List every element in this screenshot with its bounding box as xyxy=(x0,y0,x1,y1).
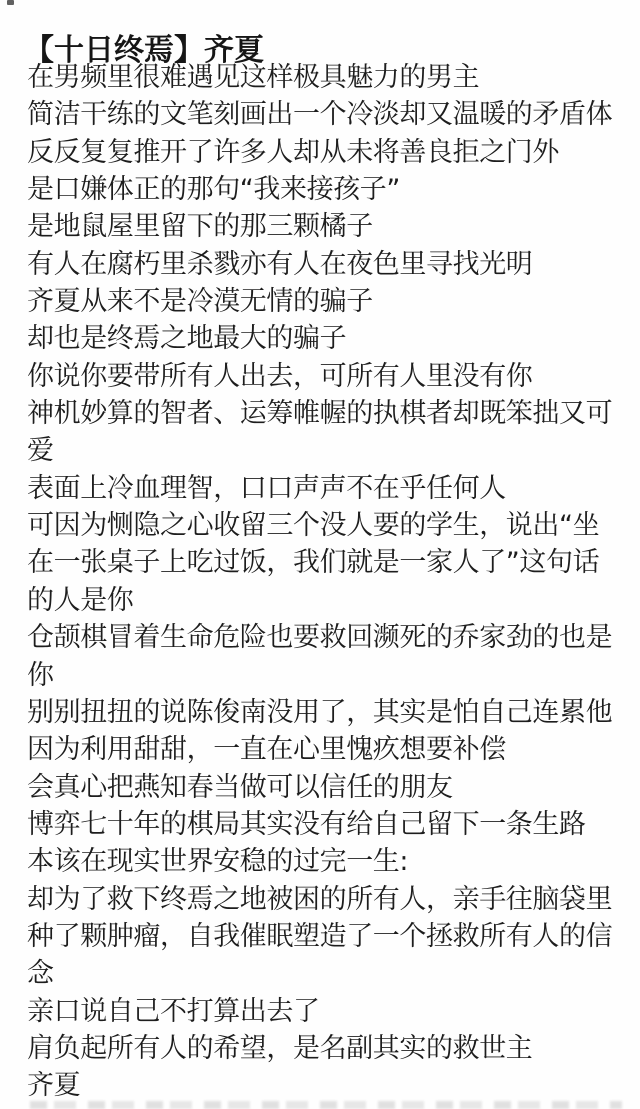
text-line: 你 xyxy=(27,659,54,691)
post-title: 【十日终焉】齐夏 xyxy=(24,33,264,69)
text-line: 你说你要带所有人出去，可所有人里没有你 xyxy=(27,360,533,392)
text-line: 表面上冷血理智，口口声声不在乎任何人 xyxy=(27,472,506,504)
text-line: 亲口说自己不打算出去了 xyxy=(27,995,320,1027)
text-line: 齐夏 xyxy=(27,1070,81,1102)
text-line: 简洁干练的文笔刻画出一个冷淡却又温暖的矛盾体 xyxy=(27,99,613,131)
text-line: 却也是终焉之地最大的骗子 xyxy=(27,323,347,355)
post-text-body xyxy=(27,59,627,1105)
text-line: 齐夏从来不是冷漠无情的骗子 xyxy=(27,286,373,318)
text-line: 有人在腐朽里杀戮亦有人在夜色里寻找光明 xyxy=(27,248,533,280)
text-line: 念 xyxy=(27,958,54,990)
text-line: 会真心把燕知春当做可以信任的朋友 xyxy=(27,771,453,803)
text-line: 本该在现实世界安稳的过完一生: xyxy=(27,846,409,878)
text-line: 反反复复推开了许多人却从未将善良拒之门外 xyxy=(27,136,559,168)
text-line: 的人是你 xyxy=(27,584,134,616)
text-line: 是口嫌体正的那句“我来接孩子” xyxy=(27,174,400,206)
text-line: 肩负起所有人的希望，是名副其实的救世主 xyxy=(27,1032,533,1064)
text-line: 博弈七十年的棋局其实没有给自己留下一条生路 xyxy=(27,808,586,840)
text-line: 是地鼠屋里留下的那三颗橘子 xyxy=(27,211,373,243)
text-line: 在男频里很难遇见这样极具魅力的男主 xyxy=(27,62,480,93)
text-line: 却为了救下终焉之地被困的所有人，亲手往脑袋里 xyxy=(27,883,613,915)
text-line: 仓颉棋冒着生命危险也要救回濒死的乔家劲的也是 xyxy=(27,622,613,654)
text-line: 神机妙算的智者、运筹帷幄的执棋者却既笨拙又可 xyxy=(27,398,613,430)
text-line: 爱 xyxy=(27,435,54,467)
text-line: 在一张桌子上吃过饭，我们就是一家人了”这句话 xyxy=(27,547,600,579)
text-line: 因为利用甜甜，一直在心里愧疚想要补偿 xyxy=(27,734,506,766)
cropped-next-line xyxy=(30,1101,622,1109)
text-line: 可因为恻隐之心收留三个没人要的学生，说出“坐 xyxy=(27,510,600,542)
text-line: 种了颗肿瘤，自我催眠塑造了一个拯救所有人的信 xyxy=(27,920,613,952)
top-edge-artifact xyxy=(7,0,14,5)
text-line: 别别扭扭的说陈俊南没用了，其实是怕自己连累他 xyxy=(27,696,613,728)
